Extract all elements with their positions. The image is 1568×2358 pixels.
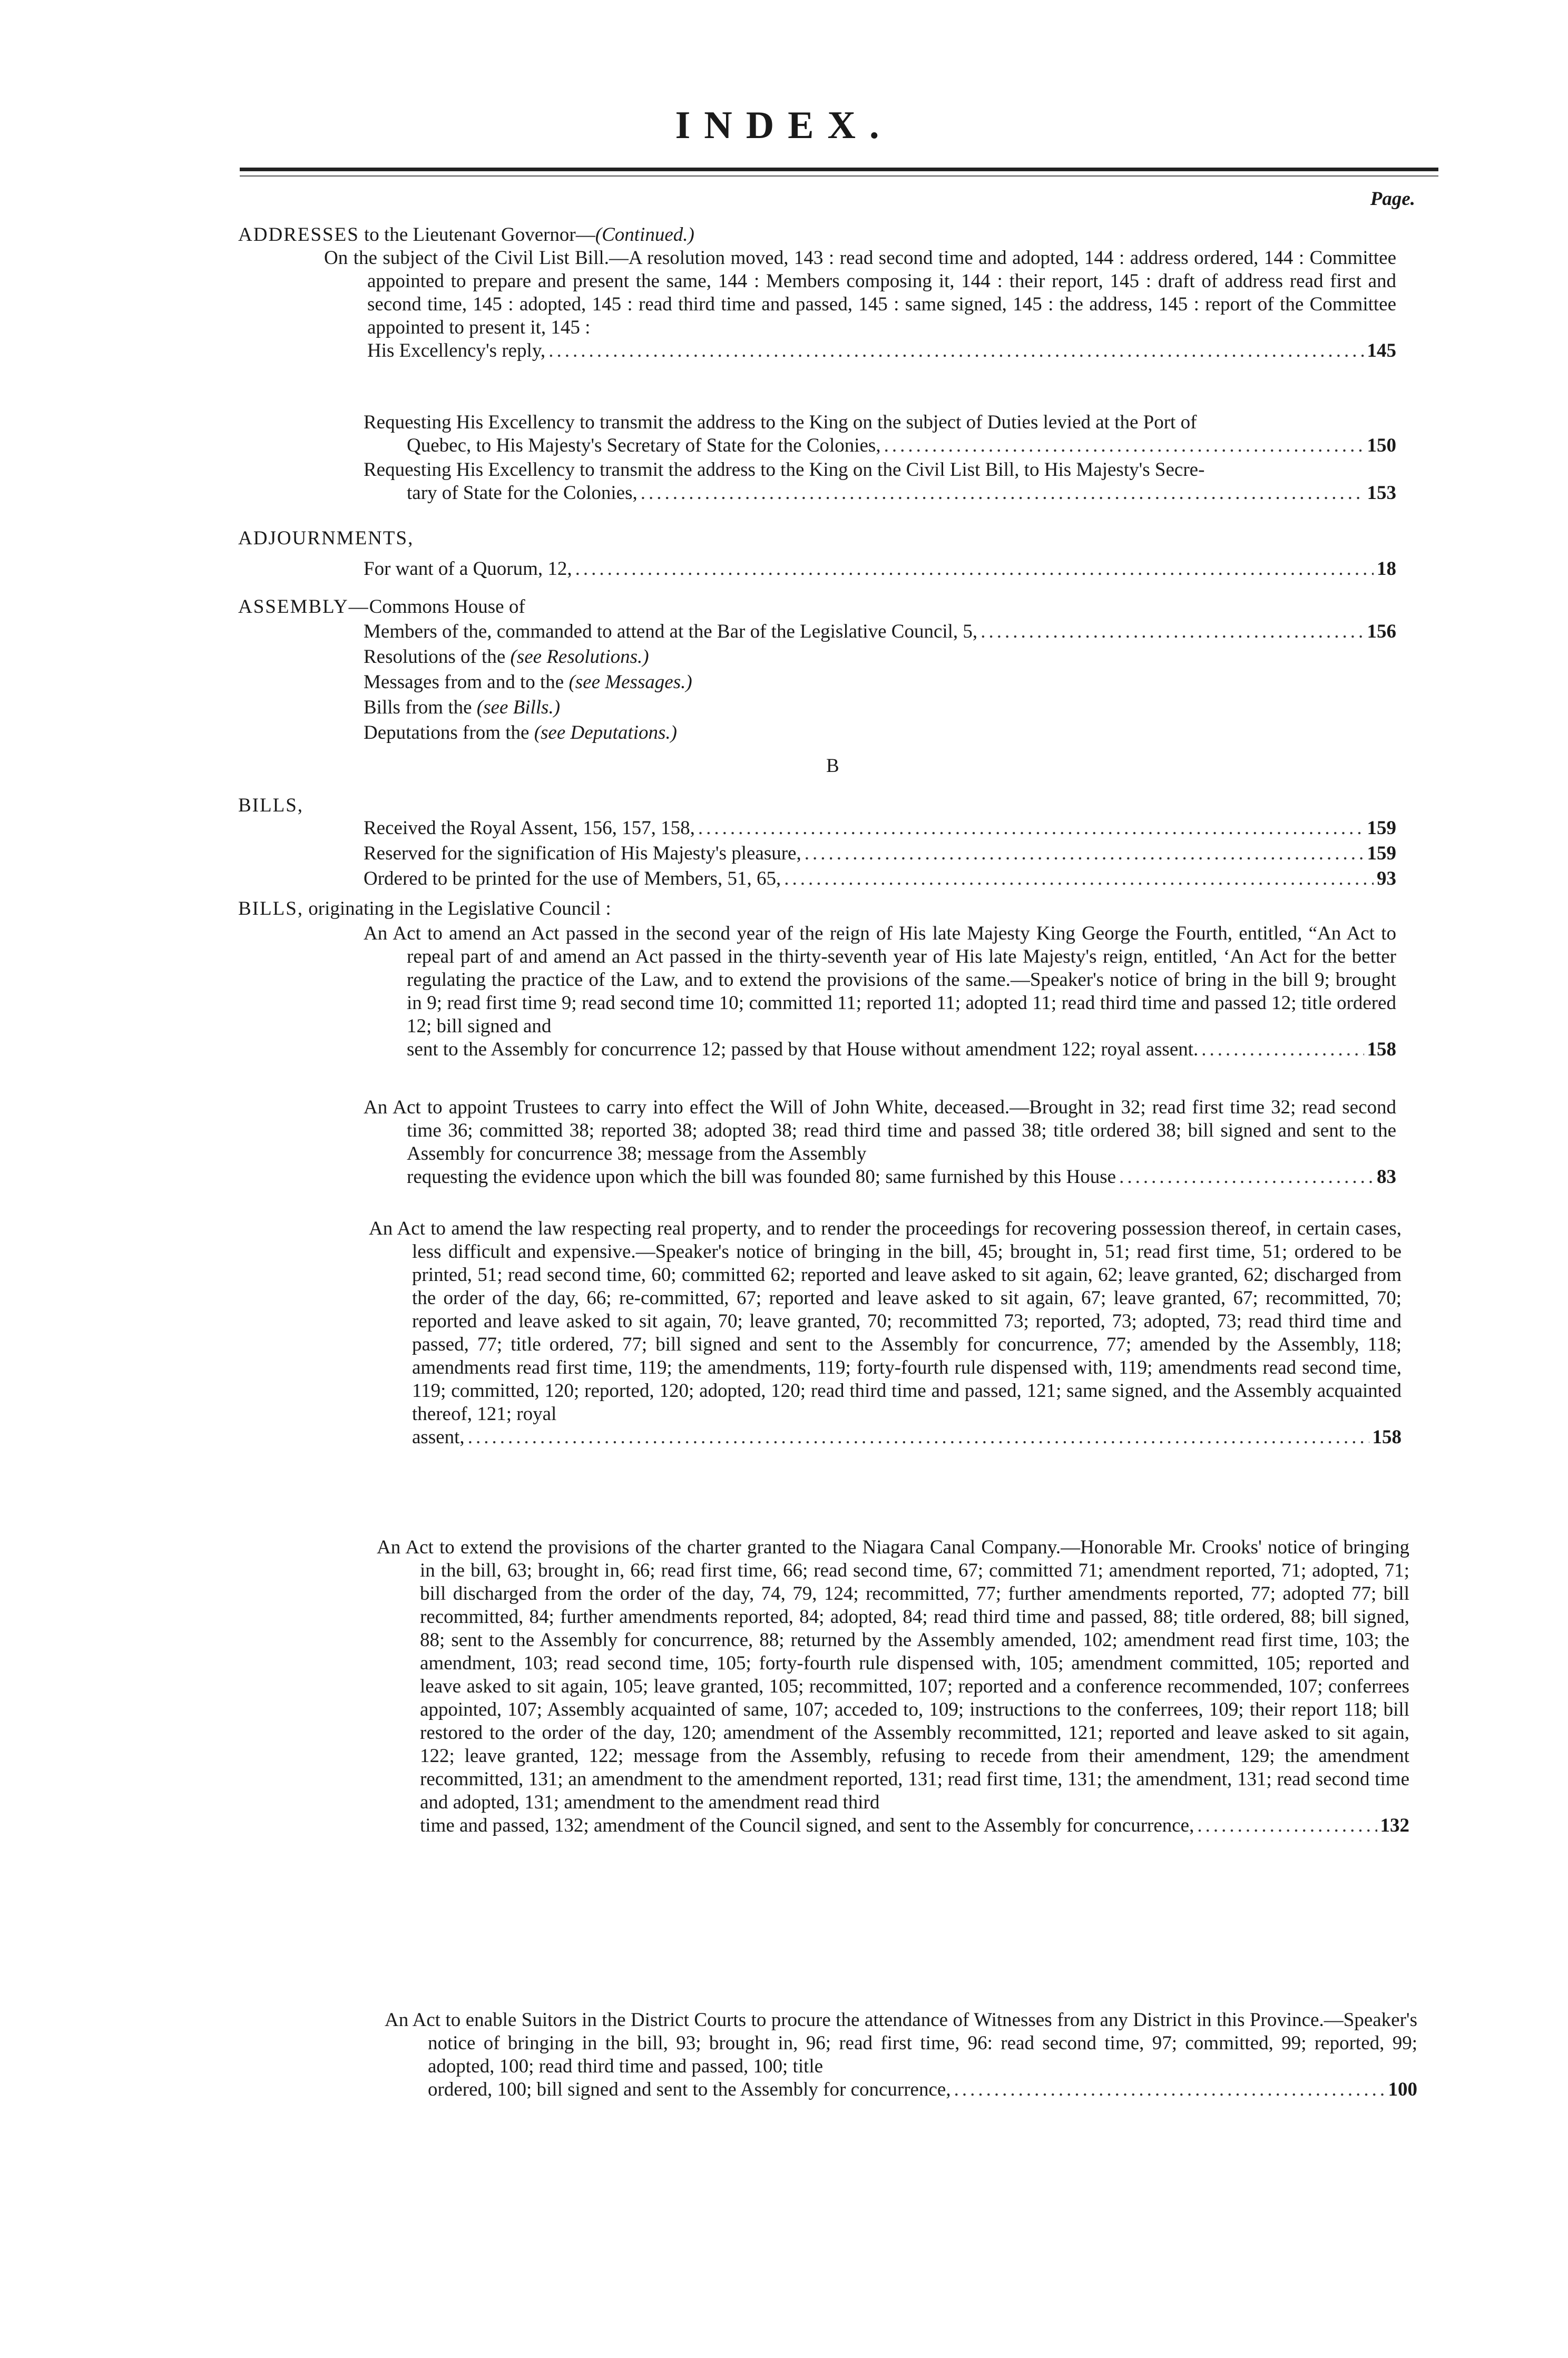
act-last-text: ordered, 100; bill signed and sent to the Assembly for concurrence, <box>428 2079 951 2100</box>
dot-leader <box>1197 1814 1377 1837</box>
page-number: 158 <box>1367 1039 1396 1060</box>
act-entry-district-courts <box>385 2009 1417 2101</box>
dot-leader <box>981 620 1364 643</box>
entry-text: Reserved for the signification of His Majesty's pleasure, <box>364 843 801 864</box>
act-last-line <box>364 1166 1396 1189</box>
page-number: 153 <box>1367 482 1396 504</box>
act-entry-john-white <box>364 1096 1396 1189</box>
page-number: 150 <box>1367 435 1396 456</box>
page-number: 132 <box>1380 1815 1409 1836</box>
entry-last-text: tary of State for the Colonies, <box>407 482 638 504</box>
page-number: 159 <box>1367 843 1396 864</box>
act-text: An Act to appoint Trustees to carry into effect the Will of John White, deceased.—Brought in 32; read first time 32; read second time 36; committed 38; reported 38; adopted 38; read third time and passed 38; title ordered 38; bill signed and sent to the Assembly for concurrence 38; message from the Assembly <box>364 1097 1396 1165</box>
page-number: 100 <box>1388 2079 1417 2100</box>
ref-text: Deputations from the <box>364 722 534 743</box>
adjournments-entry-quorum <box>364 557 1396 581</box>
dot-leader <box>575 557 1374 581</box>
ref-text: Bills from the <box>364 697 477 718</box>
title-rule-thin <box>240 175 1438 177</box>
entry-text: On the subject of the Civil List Bill.—A resolution moved, 143 : read second time and adopted, 144 : address ordered, 144 : Committee appointed to prepare and present the same, 144 : Members composing it, 144 : their report, 145 : draft of address read first and second time, 145 : adopted, 145 : read third time and passed, 145 : same signed, 145 : the address, 145 : report of the Committee appointed to present it, 145 : <box>324 247 1396 338</box>
entry-last-text: Quebec, to His Majesty's Secretary of State for the Colonies, <box>407 435 881 456</box>
act-text: An Act to extend the provisions of the charter granted to the Niagara Canal Company.—Honorable Mr. Crooks' notice of bringing in the bill, 63; brought in, 66; read first time, 66; read second time, 67; committed 71; amendment reported, 71; adopted, 71; bill discharged from the order of the day, 74, 79, 124; recommitted, 77; further amendments reported, 77; adopted 77; bill recommitted, 84; further amendments reported, 84; adopted, 84; read third time and passed, 88; title ordered, 88; bill signed, 88; sent to the Assembly for concurrence, 88; returned by the Assembly amended, 102; amendment read first time, 103; the amendment, 103; read second time, 105; forty-fourth rule dispensed with, 105; amendment committed, 105; reported and leave asked to sit again, 105; leave granted, 105; recommitted, 107; reported and a conference recommended, 107; conferrees appointed, 107; Assembly acquainted of same, 107; acceded to, 109; instructions to the conferrees, 109; their report 118; bill restored to the order of the day, 120; amendment of the Assembly recommitted, 121; reported and leave asked to sit again, 122; leave granted, 122; message from the Assembly, refusing to recede from their amendment, 129; the amendment recommitted, 131; an amendment to the amendment reported, 131; read first time, 131; the amendment, 131; read second time and adopted, 131; amendment to the amendment read third <box>377 1537 1409 1813</box>
act-entry-real-property <box>369 1217 1402 1449</box>
page-number: 83 <box>1377 1166 1396 1188</box>
dot-leader <box>805 842 1364 865</box>
act-text: An Act to enable Suitors in the District Courts to procure the attendance of Witnesses from any District in this Province.—Speaker's notice of bringing in the bill, 93; brought in, 96; read first time, 96: read second time, 97; committed, 99; reported, 99; adopted, 100; read third time and passed, 100; title <box>385 2009 1417 2077</box>
heading-adjournments: ADJOURNMENTS, <box>238 527 414 549</box>
heading-bills-council: BILLS, <box>238 898 304 919</box>
heading-addresses: ADDRESSES <box>238 224 359 246</box>
page-number: 158 <box>1372 1426 1402 1448</box>
act-last-line <box>385 2078 1417 2101</box>
entry-text: Requesting His Excellency to transmit the address to the King on the Civil List Bill, to His Majesty's Secre- <box>364 459 1205 481</box>
act-last-line <box>369 1426 1402 1449</box>
assembly-ref-messages <box>364 671 692 694</box>
dot-leader <box>641 482 1364 505</box>
dot-leader <box>1201 1038 1364 1061</box>
heading-bills: BILLS, <box>238 795 304 816</box>
heading-assembly-rest: Commons House of <box>369 596 525 618</box>
assembly-entry-bar <box>364 620 1396 643</box>
see-reference: (see Deputations.) <box>534 722 677 743</box>
act-text: An Act to amend the law respecting real property, and to render the proceedings for recovering possession thereof, in certain cases, less difficult and expensive.—Speaker's notice of bringing in the bill, 45; brought in, 51; read first time, 51; ordered to be printed, 51; read second time, 60; committed 62; reported and leave asked to sit again, 62; leave granted, 62; discharged from the order of the day, 66; re-committed, 67; reported and leave asked to sit again, 67; leave granted, 67; recommitted, 70; reported and leave asked to sit again, 70; leave granted, 70; recommitted 73; reported, 73; adopted, 73; read third time and passed, 77; title ordered, 77; bill signed and sent to the Assembly for concurrence, 77; amended by the Assembly, 118; amendments read first time, 119; the amendments, 119; forty-fourth rule dispensed with, 119; amendments read second time, 119; committed, 120; reported, 120; adopted, 120; read third time and passed, 121; same signed, and the Assembly acquainted thereof, 121; royal <box>369 1218 1402 1425</box>
assembly-ref-bills <box>364 696 560 719</box>
bills-entry-printed <box>364 867 1396 891</box>
act-last-text: assent, <box>412 1426 465 1448</box>
page-number: 159 <box>1367 817 1396 839</box>
dot-leader <box>468 1426 1369 1449</box>
entry-text: Received the Royal Assent, 156, 157, 158, <box>364 817 695 839</box>
act-entry-practice-of-law <box>364 922 1396 1061</box>
page-number: 145 <box>1367 340 1396 361</box>
ref-text: Messages from and to the <box>364 671 569 693</box>
act-last-text: time and passed, 132; amendment of the Council signed, and sent to the Assembly for concurrence, <box>420 1815 1194 1836</box>
see-reference: (see Resolutions.) <box>510 646 649 668</box>
addresses-entry-civil-list-king <box>364 458 1396 505</box>
entry-text: Ordered to be printed for the use of Members, 51, 65, <box>364 868 781 889</box>
index-heading-bills-council <box>238 897 611 921</box>
addresses-entry-duties-quebec <box>364 411 1396 457</box>
entry-last-line <box>324 339 1396 363</box>
act-last-text: requesting the evidence upon which the bill was founded 80; same furnished by this House <box>407 1166 1116 1188</box>
bills-entry-royal-assent <box>364 817 1396 840</box>
section-letter: B <box>826 755 839 777</box>
act-text: An Act to amend an Act passed in the second year of the reign of His late Majesty King George the Fourth, entitled, “An Act to repeal part of and amend an Act passed in the thirty-seventh year of His late Majesty's reign, entitled, ‘An Act for the better regulating the practice of the Law, and to extend the provisions of the same.—Speaker's notice of bring in the bill 9; brought in 9; read first time 9; read second time 10; committed 11; reported 11; adopted 11; read third time and passed 12; title ordered 12; bill signed and <box>364 923 1396 1037</box>
dot-leader <box>954 2078 1385 2101</box>
title-rule-thick <box>240 168 1438 171</box>
see-reference: (see Messages.) <box>569 671 692 693</box>
dot-leader <box>884 434 1364 457</box>
assembly-ref-resolutions <box>364 645 649 669</box>
see-reference: (see Bills.) <box>476 697 561 718</box>
page-number: 93 <box>1377 868 1396 889</box>
bills-entry-reserved <box>364 842 1396 865</box>
ref-text: Resolutions of the <box>364 646 511 668</box>
entry-text: Requesting His Excellency to transmit the address to the King on the subject of Duties levied at the Port of <box>364 412 1197 433</box>
dot-leader <box>548 339 1364 363</box>
entry-text: Members of the, commanded to attend at the Bar of the Legislative Council, 5, <box>364 621 978 642</box>
entry-last-text: His Excellency's reply, <box>367 340 546 361</box>
act-entry-niagara-canal <box>377 1536 1409 1837</box>
page-column-label: Page. <box>1370 188 1415 210</box>
heading-assembly: ASSEMBLY— <box>238 596 369 618</box>
assembly-ref-deputations <box>364 721 677 745</box>
page-title: INDEX. <box>675 104 893 147</box>
entry-text: For want of a Quorum, 12, <box>364 558 572 580</box>
page-number: 156 <box>1367 621 1396 642</box>
entry-last-line <box>364 482 1396 505</box>
dot-leader <box>698 817 1364 840</box>
act-last-text: sent to the Assembly for concurrence 12; passed by that House without amendment 122; royal assent. <box>407 1039 1199 1060</box>
dot-leader <box>1119 1166 1374 1189</box>
dot-leader <box>784 867 1374 891</box>
index-heading-addresses <box>238 223 694 247</box>
addresses-entry-civil-list <box>324 247 1396 363</box>
act-last-line <box>364 1038 1396 1061</box>
page-number: 18 <box>1377 558 1396 580</box>
act-last-line <box>377 1814 1409 1837</box>
index-heading-assembly <box>238 595 525 619</box>
entry-last-line <box>364 434 1396 457</box>
heading-bills-council-rest: originating in the Legislative Council : <box>303 898 611 919</box>
heading-addresses-rest: to the Lieutenant Governor— <box>359 224 595 246</box>
continued-note: (Continued.) <box>595 224 694 246</box>
